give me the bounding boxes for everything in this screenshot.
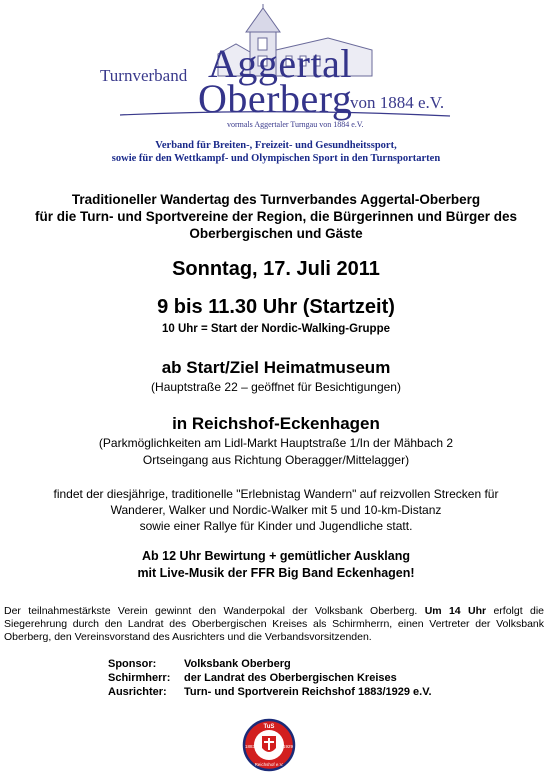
nordic-start-note: 10 Uhr = Start der Nordic-Walking-Gruppe — [161, 323, 390, 335]
award-time: Um 14 Uhr — [424, 605, 487, 617]
start-location: ab Start/Ziel Heimatmuseum — [161, 358, 391, 377]
organization-logo — [100, 4, 460, 136]
parking-line-2: Ortseingang aus Richtung Oberagger/Mittelagger) — [142, 453, 410, 467]
description-line-2: Wanderer, Walker und Nordic-Walker mit 5 und 10-km-Distanz — [110, 503, 442, 517]
event-place: in Reichshof-Eckenhagen — [172, 414, 380, 433]
badge-right-year: 1929 — [282, 744, 294, 749]
subtitle-line-2: sowie für den Wettkampf- und Olympischen Sport in den Turnsportarten — [111, 153, 441, 164]
intro-line-3: Oberbergischen und Gäste — [189, 226, 363, 241]
badge-bottom-text: Reichshof e.V. — [254, 762, 284, 767]
parking-line-1: (Parkmöglichkeiten am Lidl-Markt Hauptstraße 1/In der Mähbach 2 — [98, 436, 454, 450]
credit-label-organizer: Ausrichter: — [108, 686, 167, 698]
intro-line-1: Traditioneller Wandertag des Turnverbandes Aggertal-Oberberg — [71, 192, 481, 207]
description-line-3: sowie einer Rallye für Kinder und Jugendliche statt. — [139, 519, 413, 533]
catering-line-2: mit Live-Musik der FFR Big Band Eckenhagen! — [137, 566, 415, 580]
credit-label-patron: Schirmherr: — [108, 672, 171, 684]
subtitle-line-1: Verband für Breiten-, Freizeit- und Gesundheitssport, — [155, 140, 397, 151]
credit-value-patron: der Landrat des Oberbergischen Kreises — [184, 672, 397, 684]
club-badge-icon — [242, 718, 296, 772]
description-line-1: findet der diesjährige, traditionelle "Erlebnistag Wandern" auf reizvollen Strecken für — [53, 487, 499, 501]
credit-value-sponsor: Volksbank Oberberg — [184, 658, 291, 670]
logo-founded: von 1884 e.V. — [350, 93, 445, 112]
catering-line-1: Ab 12 Uhr Bewirtung + gemütlicher Ausklang — [142, 549, 410, 563]
logo-formerly: vormals Aggertaler Turngau von 1884 e.V. — [227, 120, 364, 129]
credit-value-organizer: Turn- und Sportverein Reichshof 1883/1929 e.V. — [184, 686, 432, 698]
award-text-2: erfolgt die Siegerehrung durch den Landrat des Oberbergischen Kreises als Schirmherrn, einen Vertreter der Volksbank Oberberg, den Vereinsvorstand des Ausrichters und die Verbandsvorsitzenden. — [4, 605, 544, 643]
start-address: (Hauptstraße 22 – geöffnet für Besichtigungen) — [151, 380, 401, 394]
logo-name-aggertal: Aggertal — [208, 41, 352, 86]
credit-label-sponsor: Sponsor: — [108, 658, 157, 670]
award-paragraph — [4, 605, 544, 644]
badge-top-text: TuS — [263, 724, 275, 730]
logo-prefix: Turnverband — [100, 66, 188, 85]
intro-line-2: für die Turn- und Sportvereine der Region, die Bürgerinnen und Bürger des — [34, 209, 518, 224]
badge-left-year: 1883 — [244, 744, 256, 749]
award-text-1: Der teilnahmestärkste Verein gewinnt den Wanderpokal der Volksbank Oberberg. — [4, 605, 418, 617]
logo-name-oberberg: Oberberg — [198, 76, 353, 121]
event-date: Sonntag, 17. Juli 2011 — [172, 258, 380, 280]
event-time: 9 bis 11.30 Uhr (Startzeit) — [157, 296, 395, 318]
